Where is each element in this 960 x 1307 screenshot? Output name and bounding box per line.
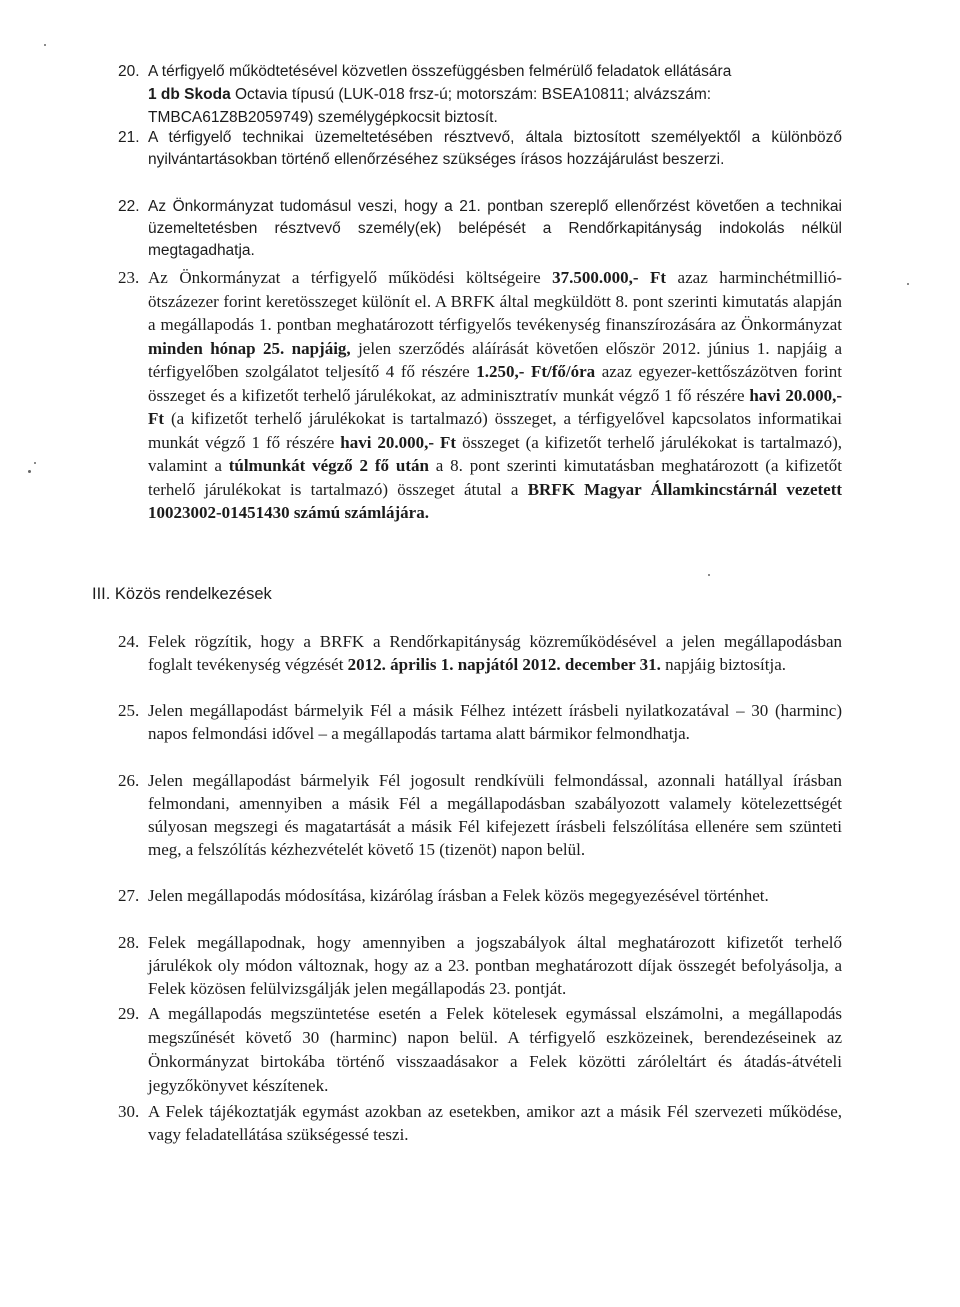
item-text: Felek megállapodnak, hogy amennyiben a jogszabályok által meghatározott kifizetőt terhelő járulékok oly módon változnak, hogy az a 23. pontban meghatározott díjak összegét befolyásolja, a Felek közösen felülvizsgálják jelen megállapodás 23. pontját. [148, 933, 842, 998]
item-text: azaz egyezer-kettőszázötven forint összeget és a kifizetőt terhelő járulékokat, az adminisztratív munkát végző 1 fő részére [148, 362, 842, 405]
payment-deadline: minden hónap 25. napjáig, [148, 338, 351, 358]
item-text-bold: 1 db Skoda [148, 86, 231, 103]
scan-speck [708, 574, 710, 576]
item-number: 29. [118, 1004, 140, 1023]
scan-speck [44, 44, 46, 46]
bank-account: BRFK Magyar Államkincstárnál vezetett 10023002-01451430 számú számlájára. [148, 479, 843, 522]
scan-speck [34, 462, 36, 464]
item-30 [118, 1100, 842, 1146]
item-number: 27. [118, 886, 140, 905]
item-number: 25. [118, 701, 140, 720]
item-text: Jelen megállapodást bármelyik Fél jogosult rendkívüli felmondással, azonnali hatállyal írásban felmondani, amennyiben a másik Fél a megállapodásban szabályozott valamely kötelezettségét súlyosan megszegi és magatartását a másik Fél kifejezett írásbeli felszólítása ellenére sem szünteti meg, a felszólítás kézhezvételét követő 15 (tizenöt) napon belül. [148, 771, 842, 859]
item-text: a 8. pont szerinti kimutatásban meghatározott (a kifizetőt terhelő járulékokat is tartalmazó) összeget átutal a [148, 456, 842, 499]
it-monthly-fee: havi 20.000,- Ft [340, 432, 457, 452]
admin-monthly-fee: havi 20.000,- Ft [148, 385, 842, 428]
item-28 [118, 931, 842, 1000]
section-heading: III. Közös rendelkezések [92, 585, 272, 603]
scan-speck [28, 470, 31, 473]
item-text: jelen szerződés aláírását követően először 2012. június 1. napjáig a térfigyelőben szolgálatot teljesítő 4 fő részére [148, 338, 842, 381]
item-text: összeget (a kifizetőt terhelő járulékokat is tartalmazó), valamint a [148, 432, 843, 475]
item-number: 22. [118, 198, 140, 215]
item-number: 28. [118, 933, 140, 952]
item-text: A Felek tájékoztatják egymást azokban az esetekben, amikor azt a másik Fél szervezeti működése, vagy feladatellátása szükségessé teszi. [148, 1102, 842, 1144]
item-number: 24. [118, 632, 140, 651]
item-text: Az Önkormányzat tudomásul veszi, hogy a 21. pontban szereplő ellenőrzést követően a technikai üzemeltetésben résztvevő személy(ek) belépését a Rendőrkapitányság indokolás nélkül megtagadhatja. [148, 198, 842, 259]
item-text: Az Önkormányzat a térfigyelő működési költségeire [148, 268, 553, 287]
item-22 [118, 196, 842, 262]
item-25 [118, 699, 842, 745]
item-number: 23. [118, 268, 140, 287]
item-text: A megállapodás megszüntetése esetén a Felek kötelesek egymással elszámolni, a megállapodás megszűnését követő 30 (harminc) napon belül. A térfigyelő eszközeinek, berendezéseinek az Önkormányzat birtokába történő visszaadásakor a Felek közötti záróleltárt és átadás-átvételi jegyzőkönyvet készítenek. [148, 1004, 842, 1095]
item-text: Jelen megállapodást bármelyik Fél a másik Félhez intézett írásbeli nyilatkozatával – 30 (harminc) napos felmondási idővel – a megállapodás tartama alatt bármikor felmondhatja. [148, 701, 842, 743]
item-text: Felek rögzítik, hogy a BRFK a Rendőrkapitányság közreműködésével a jelen megállapodásban foglalt tevékenység végzését [148, 632, 842, 674]
item-29 [118, 1002, 842, 1098]
item-text: Octavia típusú (LUK-018 frsz-ú; motorszám: BSEA10811; alvázszám: [230, 86, 712, 103]
item-number: 21. [118, 129, 140, 146]
item-text: napjáig biztosítja. [660, 655, 787, 674]
item-27 [118, 884, 842, 907]
item-text: azaz harminchétmillió-ötszázezer forint keretösszeget különít el. A BRFK által megküldött 8. pont szerinti kimutatás alapján a megállapodás 1. pontban meghatározott térfigyelős tevékenység finanszírozására az Önkormányzat [148, 268, 842, 334]
item-text: TMBCA61Z8B2059749) személygépkocsit biztosít. [148, 109, 498, 126]
item-number: 20. [118, 63, 140, 80]
item-24 [118, 630, 842, 676]
period-dates: 2012. április 1. napjától 2012. december 31. [347, 655, 661, 674]
item-text: A térfigyelő technikai üzemeltetésében résztvevő, általa biztosított személyektől a különböző nyilvántartásokban történő ellenőrzéséhez szükséges írásos hozzájárulást beszerzi. [148, 129, 842, 168]
item-26 [118, 769, 842, 861]
item-text: A térfigyelő működtetésével közvetlen összefüggésben felmérülő feladatok ellátására [148, 63, 732, 80]
amount-total: 37.500.000,- Ft [552, 268, 667, 287]
item-number: 26. [118, 771, 140, 790]
scan-speck [907, 283, 909, 285]
overtime-bold: túlmunkát végző 2 fő után [228, 456, 429, 475]
hourly-rate: 1.250,- Ft/fő/óra [476, 362, 596, 381]
item-21 [118, 127, 842, 171]
item-text: Jelen megállapodás módosítása, kizárólag írásban a Felek közös megegyezésével történhet. [148, 886, 769, 905]
item-number: 30. [118, 1102, 140, 1121]
item-text: (a kifizetőt terhelő járulékokat is tartalmazó) összeget, a térfigyelővel kapcsolatos informatikai munkát végző 1 fő részére [148, 409, 842, 452]
item-20 [118, 60, 842, 129]
item-23 [118, 266, 842, 525]
